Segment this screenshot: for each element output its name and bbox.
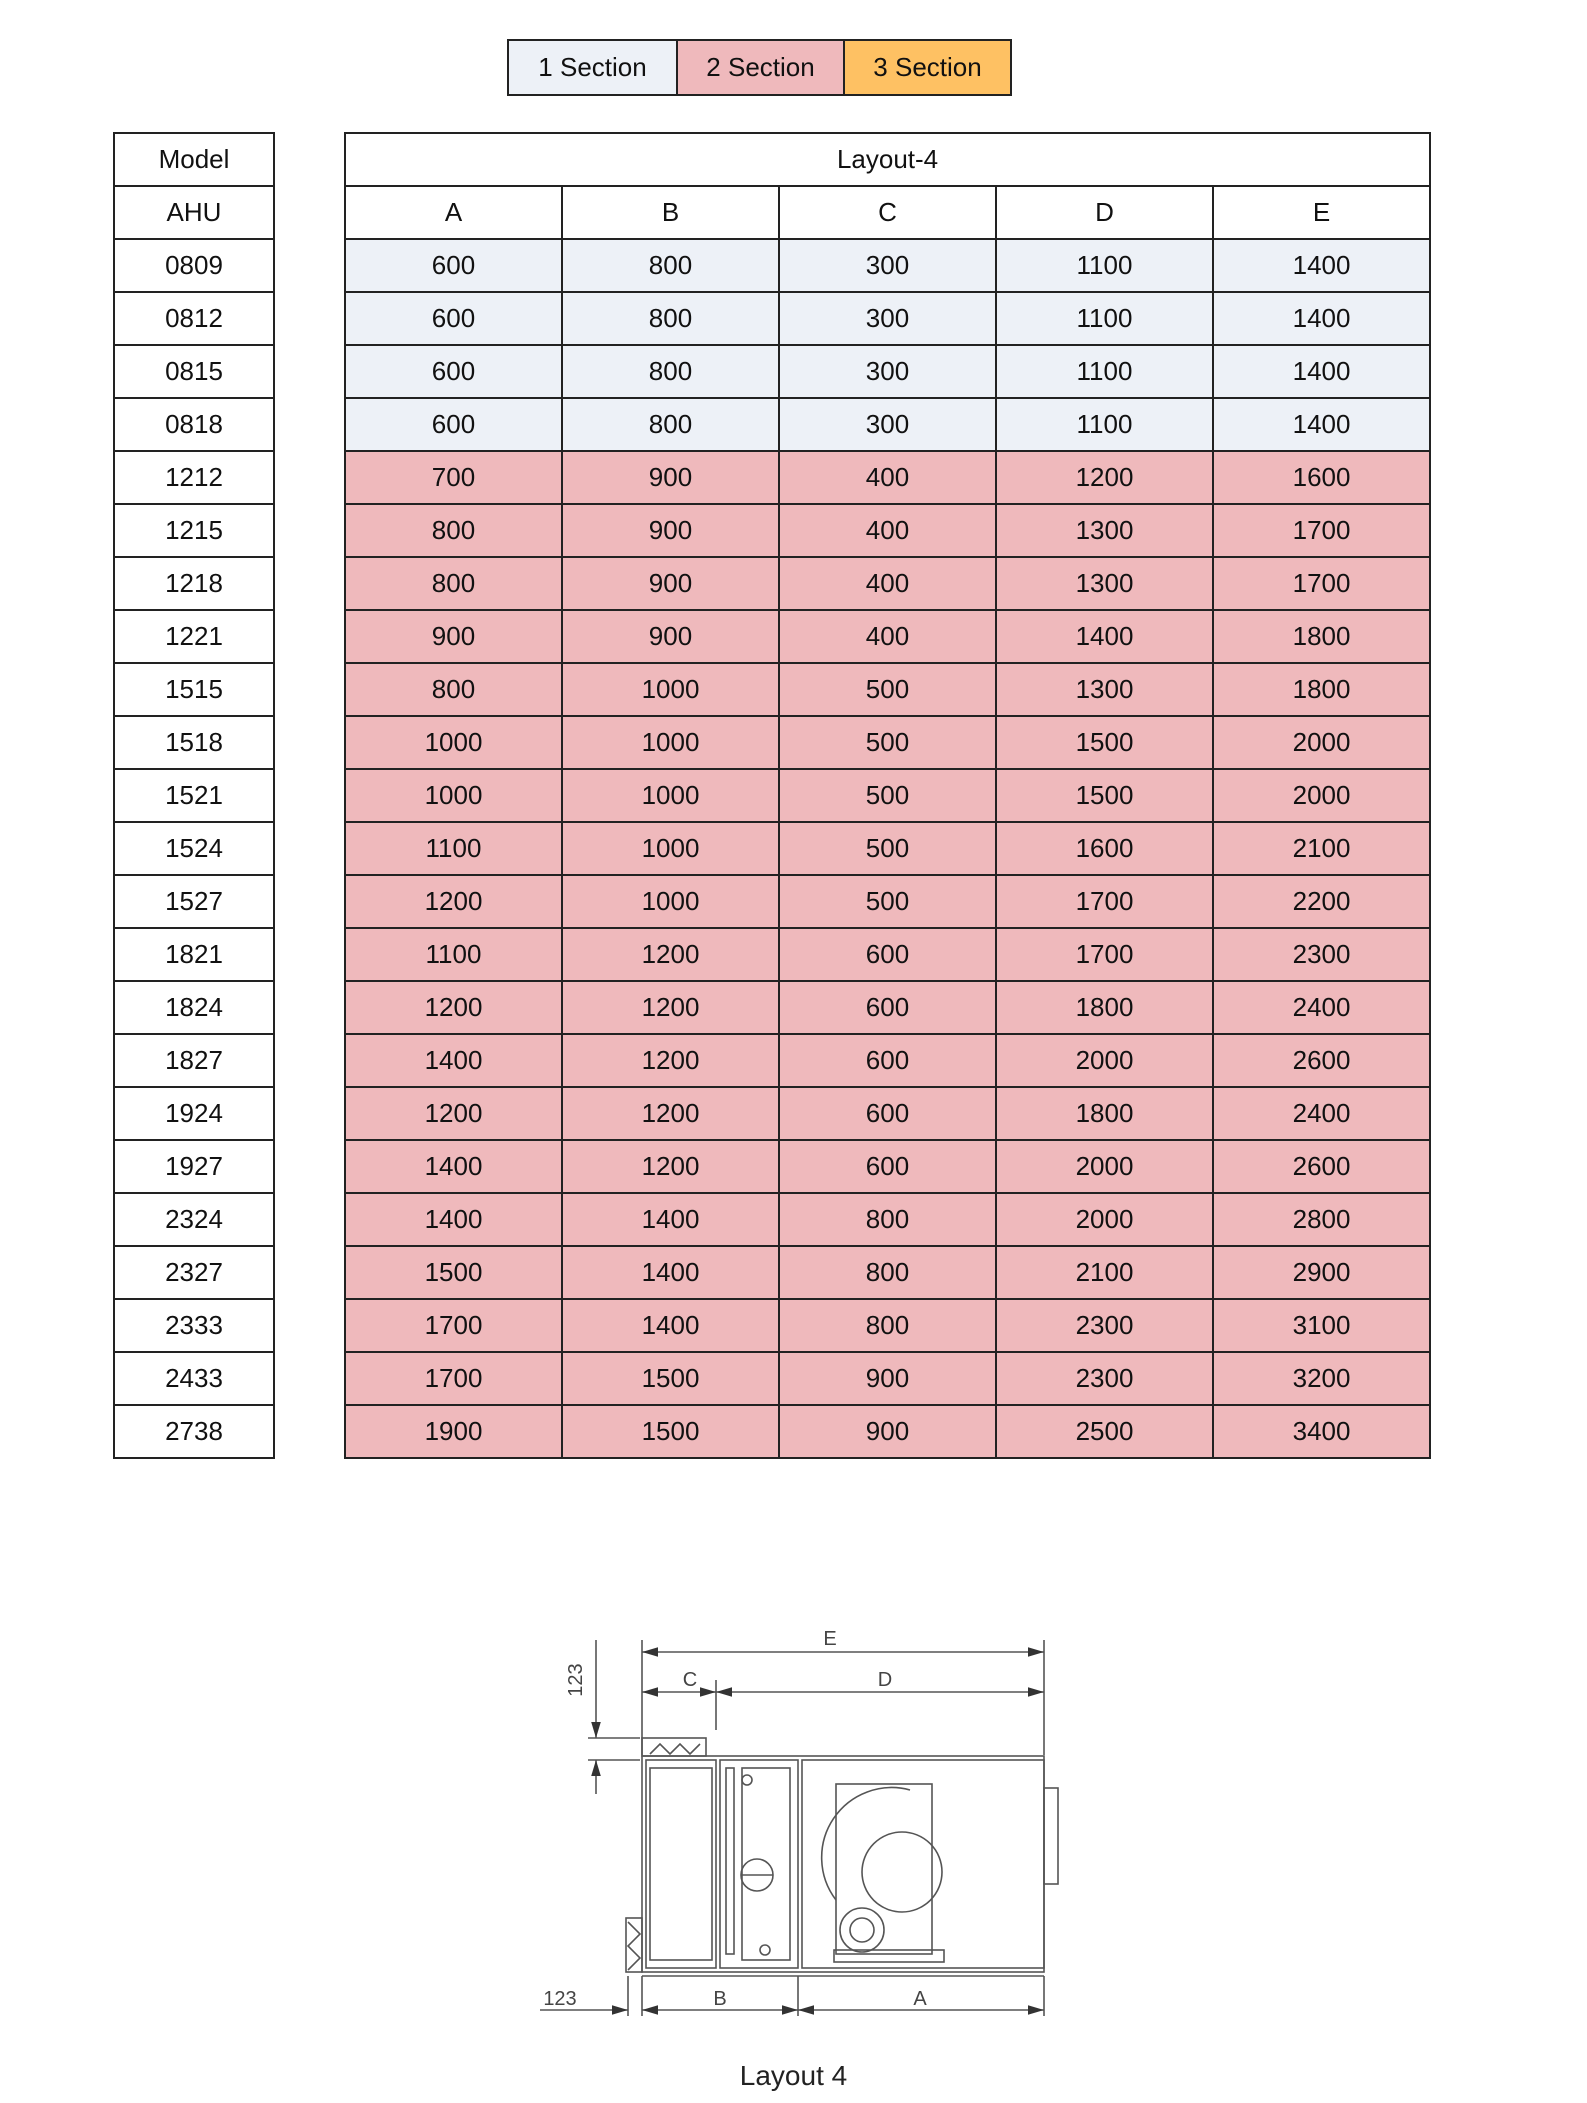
- table-row: [345, 292, 1430, 345]
- model-cell: 2324: [114, 1193, 274, 1246]
- table-row: [345, 1246, 1430, 1299]
- dimension-cell-c: 600: [779, 1140, 996, 1193]
- dimension-cell-e: 2000: [1213, 716, 1430, 769]
- section-legend: [507, 39, 1012, 96]
- dimension-cell-c: 300: [779, 345, 996, 398]
- dimension-cell-b: 800: [562, 398, 779, 451]
- dimension-cell-e: 1600: [1213, 451, 1430, 504]
- dimension-cell-c: 300: [779, 292, 996, 345]
- model-cell: 0818: [114, 398, 274, 451]
- model-cell: 1218: [114, 557, 274, 610]
- motor: [840, 1908, 884, 1952]
- dimension-cell-a: 900: [345, 610, 562, 663]
- dimension-cell-c: 500: [779, 769, 996, 822]
- model-row: [114, 1140, 274, 1193]
- layout-table: [344, 132, 1431, 1459]
- dimension-cell-a: 1700: [345, 1352, 562, 1405]
- table-row: [345, 504, 1430, 557]
- dimension-cell-d: 2000: [996, 1140, 1213, 1193]
- model-row: [114, 1246, 274, 1299]
- dimension-cell-a: 1700: [345, 1299, 562, 1352]
- model-row: [114, 451, 274, 504]
- dimension-cell-e: 2400: [1213, 981, 1430, 1034]
- dimension-cell-e: 1400: [1213, 292, 1430, 345]
- dimension-cell-e: 1400: [1213, 398, 1430, 451]
- dimension-cell-c: 400: [779, 557, 996, 610]
- model-cell: 2327: [114, 1246, 274, 1299]
- dimension-cell-e: 2100: [1213, 822, 1430, 875]
- dimension-cell-b: 1400: [562, 1246, 779, 1299]
- dimension-cell-b: 1200: [562, 928, 779, 981]
- model-cell: 2738: [114, 1405, 274, 1458]
- dimension-cell-b: 1200: [562, 981, 779, 1034]
- dimension-cell-a: 700: [345, 451, 562, 504]
- dim-side-label: 123: [565, 1663, 587, 1697]
- dimension-cell-c: 900: [779, 1405, 996, 1458]
- dimension-cell-c: 800: [779, 1246, 996, 1299]
- dimension-cell-e: 2900: [1213, 1246, 1430, 1299]
- dimension-cell-e: 3200: [1213, 1352, 1430, 1405]
- dim-a-label: A: [913, 1988, 927, 2010]
- dimension-cell-b: 1000: [562, 663, 779, 716]
- table-row: [345, 1087, 1430, 1140]
- table-row: [345, 716, 1430, 769]
- model-cell: 1521: [114, 769, 274, 822]
- dimension-cell-d: 2000: [996, 1193, 1213, 1246]
- dimension-cell-e: 3100: [1213, 1299, 1430, 1352]
- dim-c-label: C: [682, 1669, 698, 1691]
- dimension-cell-b: 900: [562, 504, 779, 557]
- dimension-cell-d: 1300: [996, 504, 1213, 557]
- dimension-cell-d: 2500: [996, 1405, 1213, 1458]
- dimension-cell-e: 2800: [1213, 1193, 1430, 1246]
- dimension-cell-b: 1000: [562, 769, 779, 822]
- dimension-cell-c: 400: [779, 451, 996, 504]
- dimension-cell-a: 1400: [345, 1193, 562, 1246]
- dimension-cell-e: 1400: [1213, 239, 1430, 292]
- dimension-cell-d: 1100: [996, 398, 1213, 451]
- model-cell: 0809: [114, 239, 274, 292]
- column-header-c: C: [779, 186, 996, 239]
- model-row: [114, 875, 274, 928]
- dimension-cell-e: 2600: [1213, 1140, 1430, 1193]
- table-row: [345, 398, 1430, 451]
- dimension-cell-b: 1500: [562, 1352, 779, 1405]
- legend-2-section: 2 Section: [676, 41, 843, 94]
- dimension-cell-a: 600: [345, 398, 562, 451]
- model-cell: 1518: [114, 716, 274, 769]
- model-cell: 2433: [114, 1352, 274, 1405]
- model-cell: 1212: [114, 451, 274, 504]
- dimension-cell-c: 800: [779, 1299, 996, 1352]
- dimension-cell-d: 1800: [996, 1087, 1213, 1140]
- model-cell: 0815: [114, 345, 274, 398]
- model-row: [114, 239, 274, 292]
- dimension-cell-d: 1600: [996, 822, 1213, 875]
- dimension-cell-e: 2200: [1213, 875, 1430, 928]
- model-row: [114, 769, 274, 822]
- fan-wheel: [862, 1832, 942, 1912]
- dimension-cell-c: 600: [779, 981, 996, 1034]
- model-row: [114, 557, 274, 610]
- column-header-row: [345, 186, 1430, 239]
- model-row: [114, 504, 274, 557]
- table-row: [345, 610, 1430, 663]
- model-row: [114, 822, 274, 875]
- model-cell: 1824: [114, 981, 274, 1034]
- dimension-cell-b: 900: [562, 557, 779, 610]
- dimension-cell-d: 1200: [996, 451, 1213, 504]
- dimension-cell-e: 1400: [1213, 345, 1430, 398]
- layout-4-drawing: [510, 1610, 1080, 2040]
- dimension-cell-e: 1800: [1213, 610, 1430, 663]
- dimension-cell-d: 1700: [996, 928, 1213, 981]
- table-row: [345, 345, 1430, 398]
- dimension-cell-a: 1000: [345, 716, 562, 769]
- dimension-cell-e: 2400: [1213, 1087, 1430, 1140]
- table-row: [345, 1140, 1430, 1193]
- model-row: [114, 1087, 274, 1140]
- dimension-cell-a: 800: [345, 504, 562, 557]
- model-row: [114, 398, 274, 451]
- table-row: [345, 981, 1430, 1034]
- dimension-cell-d: 1100: [996, 239, 1213, 292]
- dimension-cell-b: 1000: [562, 822, 779, 875]
- layout-title: Layout-4: [345, 133, 1430, 186]
- dimension-cell-b: 800: [562, 292, 779, 345]
- model-row: [114, 716, 274, 769]
- dimension-cell-c: 400: [779, 504, 996, 557]
- dimension-cell-e: 1700: [1213, 504, 1430, 557]
- dimension-cell-a: 1200: [345, 875, 562, 928]
- table-row: [345, 239, 1430, 292]
- column-header-e: E: [1213, 186, 1430, 239]
- model-row: [114, 1405, 274, 1458]
- dimension-cell-c: 300: [779, 398, 996, 451]
- column-header-b: B: [562, 186, 779, 239]
- column-header-a: A: [345, 186, 562, 239]
- model-row: [114, 292, 274, 345]
- fan-volute: [822, 1788, 910, 1900]
- model-row: [114, 345, 274, 398]
- dimension-cell-b: 1200: [562, 1087, 779, 1140]
- model-row: [114, 663, 274, 716]
- dimension-cell-d: 1700: [996, 875, 1213, 928]
- model-cell: 1827: [114, 1034, 274, 1087]
- legend-3-section: 3 Section: [843, 41, 1010, 94]
- model-cell: 1215: [114, 504, 274, 557]
- dimension-cell-c: 500: [779, 716, 996, 769]
- dimension-cell-a: 1900: [345, 1405, 562, 1458]
- model-cell: 0812: [114, 292, 274, 345]
- dimension-cell-a: 1100: [345, 928, 562, 981]
- dimension-cell-a: 800: [345, 557, 562, 610]
- table-row: [345, 1193, 1430, 1246]
- dimension-cell-b: 1200: [562, 1140, 779, 1193]
- dimension-cell-b: 900: [562, 451, 779, 504]
- dimension-cell-a: 1200: [345, 1087, 562, 1140]
- dim-bottom-label: 123: [543, 1988, 577, 2010]
- dimension-cell-c: 600: [779, 1087, 996, 1140]
- dimension-cell-c: 300: [779, 239, 996, 292]
- dimension-cell-d: 2000: [996, 1034, 1213, 1087]
- dimension-cell-d: 1800: [996, 981, 1213, 1034]
- model-row: [114, 928, 274, 981]
- dimension-cell-d: 1300: [996, 663, 1213, 716]
- table-row: [345, 875, 1430, 928]
- drawing-caption: Layout 4: [739, 2060, 848, 2091]
- dim-d-label: D: [877, 1669, 893, 1691]
- dimension-cell-a: 600: [345, 345, 562, 398]
- dimension-cell-a: 800: [345, 663, 562, 716]
- dimension-cell-a: 1000: [345, 769, 562, 822]
- model-cell: 1221: [114, 610, 274, 663]
- dimension-cell-a: 1400: [345, 1034, 562, 1087]
- dimension-cell-e: 2600: [1213, 1034, 1430, 1087]
- dimension-cell-d: 2300: [996, 1352, 1213, 1405]
- table-row: [345, 1299, 1430, 1352]
- dimension-cell-b: 1500: [562, 1405, 779, 1458]
- dimension-cell-d: 1300: [996, 557, 1213, 610]
- model-cell: 1821: [114, 928, 274, 981]
- dimension-cell-d: 2100: [996, 1246, 1213, 1299]
- dim-b-label: B: [713, 1988, 727, 2010]
- dimension-cell-c: 400: [779, 610, 996, 663]
- model-row: [114, 1299, 274, 1352]
- dimension-cell-b: 800: [562, 239, 779, 292]
- dimension-cell-e: 1800: [1213, 663, 1430, 716]
- model-cell: 1524: [114, 822, 274, 875]
- table-row: [345, 451, 1430, 504]
- model-row: [114, 1034, 274, 1087]
- dimension-cell-b: 1000: [562, 875, 779, 928]
- table-row: [345, 1405, 1430, 1458]
- dimension-cell-c: 900: [779, 1352, 996, 1405]
- dimension-cell-e: 1700: [1213, 557, 1430, 610]
- dimension-cell-b: 1000: [562, 716, 779, 769]
- dimension-cell-c: 500: [779, 822, 996, 875]
- dimension-cell-a: 1400: [345, 1140, 562, 1193]
- model-table: [113, 132, 275, 1459]
- legend-1-section: 1 Section: [509, 41, 676, 94]
- model-row: [114, 1352, 274, 1405]
- dimension-cell-d: 1500: [996, 716, 1213, 769]
- ahu-header: AHU: [114, 186, 274, 239]
- dimension-cell-c: 600: [779, 1034, 996, 1087]
- model-cell: 1924: [114, 1087, 274, 1140]
- dimension-cell-e: 2300: [1213, 928, 1430, 981]
- model-header: Model: [114, 133, 274, 186]
- dimension-cell-a: 1100: [345, 822, 562, 875]
- dimension-cell-b: 1200: [562, 1034, 779, 1087]
- table-row: [345, 928, 1430, 981]
- model-cell: 1527: [114, 875, 274, 928]
- model-cell: 2333: [114, 1299, 274, 1352]
- model-row: [114, 610, 274, 663]
- dimension-cell-b: 900: [562, 610, 779, 663]
- table-row: [345, 663, 1430, 716]
- dim-e-label: E: [823, 1628, 837, 1650]
- dimension-cell-b: 1400: [562, 1193, 779, 1246]
- dimension-cell-b: 1400: [562, 1299, 779, 1352]
- dimension-cell-b: 800: [562, 345, 779, 398]
- model-cell: 1515: [114, 663, 274, 716]
- column-header-d: D: [996, 186, 1213, 239]
- dimension-cell-a: 1200: [345, 981, 562, 1034]
- table-row: [345, 822, 1430, 875]
- dimension-cell-e: 2000: [1213, 769, 1430, 822]
- dimension-cell-c: 800: [779, 1193, 996, 1246]
- dimension-cell-d: 1100: [996, 292, 1213, 345]
- table-row: [345, 557, 1430, 610]
- dimension-cell-d: 2300: [996, 1299, 1213, 1352]
- dimension-cell-a: 600: [345, 292, 562, 345]
- dimension-cell-c: 500: [779, 875, 996, 928]
- dimension-cell-d: 1500: [996, 769, 1213, 822]
- model-row: [114, 981, 274, 1034]
- dimension-cell-c: 500: [779, 663, 996, 716]
- dimension-cell-e: 3400: [1213, 1405, 1430, 1458]
- table-row: [345, 1034, 1430, 1087]
- table-row: [345, 1352, 1430, 1405]
- table-row: [345, 769, 1430, 822]
- dimension-cell-a: 600: [345, 239, 562, 292]
- dimension-cell-a: 1500: [345, 1246, 562, 1299]
- dimension-cell-d: 1100: [996, 345, 1213, 398]
- dimension-cell-c: 600: [779, 928, 996, 981]
- model-cell: 1927: [114, 1140, 274, 1193]
- model-row: [114, 1193, 274, 1246]
- dimension-cell-d: 1400: [996, 610, 1213, 663]
